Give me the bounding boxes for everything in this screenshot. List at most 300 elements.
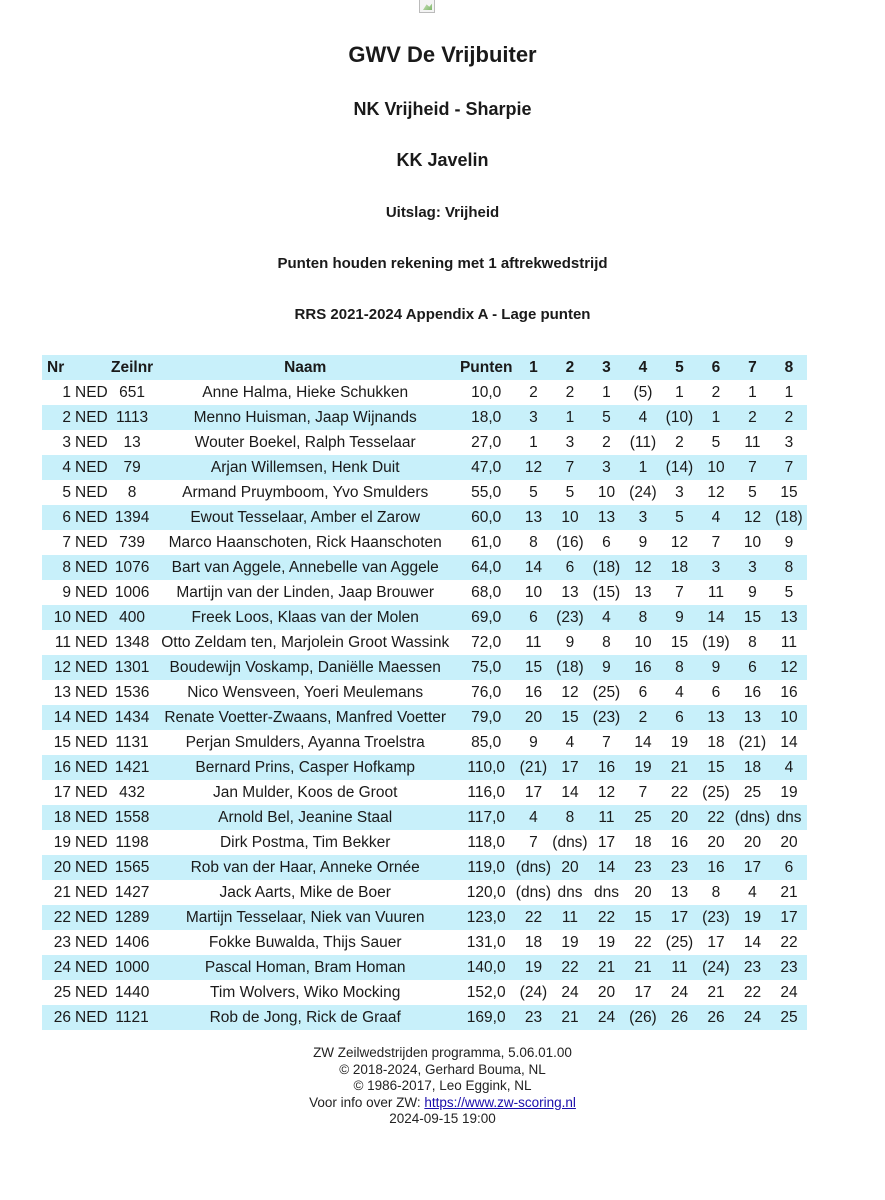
race-2-cell: 15 [561,709,579,726]
race-5-cell: (10) [665,409,694,426]
race-7-cell: 22 [743,984,762,1001]
sail-number-cell: 1558 [114,809,150,826]
race-4-cell: 9 [638,534,648,551]
race-2-cell: 13 [561,584,579,601]
race-3-cell: 3 [602,459,611,476]
sail-number-cell: 1198 [115,834,149,851]
column-header-race-8: 8 [784,359,794,376]
race-2-cell: 22 [561,959,579,976]
race-5-cell: 17 [670,909,689,926]
crew-name-cell: Perjan Smulders, Ayanna Troelstra [185,734,425,751]
result-label: Uitslag: Vrijheid [385,204,500,221]
race-4-cell: 13 [634,584,652,601]
race-7-cell: (21) [738,734,767,751]
rank-cell: 26 [53,1009,71,1026]
rank-cell: 14 [53,709,71,726]
race-6-cell: 26 [707,1009,725,1026]
race-1-cell: 6 [529,609,538,626]
race-5-cell: 8 [675,659,684,676]
rank-cell: 23 [53,934,71,951]
points-cell: 117,0 [467,809,506,826]
race-4-cell: 10 [634,634,652,651]
nationality-cell: NED [75,509,108,526]
crew-name-cell: Marco Haanschoten, Rick Haanschoten [168,534,442,551]
race-6-cell: 14 [707,609,725,626]
crew-name-cell: Ewout Tesselaar, Amber el Zarow [190,509,421,526]
race-6-cell: 22 [707,809,725,826]
sail-number-cell: 1121 [115,1009,149,1026]
race-6-cell: 17 [707,934,725,951]
race-5-cell: 9 [675,609,684,626]
race-5-cell: 24 [670,984,689,1001]
race-8-cell: 17 [780,909,798,926]
race-6-cell: (25) [702,784,730,801]
table-row [42,855,807,880]
points-cell: 123,0 [466,909,506,926]
points-cell: 118,0 [467,834,506,851]
table-row [42,580,807,605]
rank-cell: 3 [62,434,71,451]
race-1-cell: 3 [529,409,538,426]
race-6-cell: 16 [707,859,725,876]
table-row [42,880,807,905]
crew-name-cell: Nico Wensveen, Yoeri Meulemans [187,684,424,701]
sail-number-cell: 1000 [114,959,150,976]
race-5-cell: 11 [671,959,688,976]
race-3-cell: 11 [598,809,615,826]
race-1-cell: 11 [525,634,542,651]
race-7-cell: 3 [748,559,757,576]
race-2-cell: 7 [565,459,575,476]
race-5-cell: 16 [670,834,689,851]
race-6-cell: 6 [711,684,721,701]
race-6-cell: 10 [707,459,725,476]
race-7-cell: 11 [744,434,761,451]
table-row [42,805,807,830]
column-header-race-4: 4 [638,359,648,376]
sail-number-cell: 1113 [116,409,149,426]
table-row [42,505,807,530]
race-committee: KK Javelin [396,150,489,170]
race-1-cell: 2 [529,384,538,401]
race-6-cell: 9 [711,659,721,676]
nationality-cell: NED [75,784,108,801]
race-1-cell: (21) [519,759,548,776]
race-3-cell: 10 [597,484,616,501]
race-4-cell: 21 [634,959,652,976]
race-5-cell: 26 [670,1009,689,1026]
race-3-cell: 20 [597,984,616,1001]
crew-name-cell: Rob de Jong, Rick de Graaf [209,1009,401,1026]
race-3-cell: 12 [597,784,616,801]
column-header-race-2: 2 [565,359,575,376]
race-2-cell: 12 [561,684,579,701]
rank-cell: 7 [62,534,71,551]
race-8-cell: 8 [784,559,794,576]
race-6-cell: 18 [707,734,725,751]
race-8-cell: (18) [775,509,803,526]
broken-image-icon [419,0,443,12]
race-6-cell: 15 [707,759,725,776]
nationality-cell: NED [75,1009,108,1026]
rank-cell: 18 [53,809,71,826]
table-row [42,630,807,655]
crew-name-cell: Martijn van der Linden, Jaap Brouwer [176,584,435,601]
race-7-cell: 23 [743,959,762,976]
rank-cell: 15 [53,734,71,751]
nationality-cell: NED [75,659,108,676]
crew-name-cell: Jan Mulder, Koos de Groot [213,784,398,801]
points-cell: 47,0 [471,459,502,476]
crew-name-cell: Menno Huisman, Jaap Wijnands [193,409,417,426]
race-7-cell: 8 [748,634,757,651]
crew-name-cell: Rob van der Haar, Anneke Ornée [190,859,420,876]
nationality-cell: NED [75,459,108,476]
race-5-cell: 6 [675,709,684,726]
race-2-cell: 17 [561,759,579,776]
race-7-cell: 6 [748,659,757,676]
race-7-cell: 5 [748,484,757,501]
column-header-zeilnr: Zeilnr [111,359,154,376]
race-1-cell: 18 [524,934,543,951]
race-1-cell: 5 [529,484,538,501]
column-header-race-5: 5 [675,359,684,376]
race-4-cell: 8 [638,609,648,626]
race-2-cell: 10 [561,509,579,526]
race-8-cell: 1 [784,384,794,401]
crew-name-cell: Wouter Boekel, Ralph Tesselaar [194,434,416,451]
rank-cell: 1 [62,384,71,401]
race-3-cell: (23) [592,709,621,726]
footer-info-label: Voor info over ZW: [309,1094,425,1110]
table-row [42,480,807,505]
race-5-cell: 18 [670,559,689,576]
race-1-cell: 22 [524,909,543,926]
nationality-cell: NED [75,734,108,751]
race-4-cell: 18 [634,834,652,851]
points-cell: 69,0 [471,609,502,626]
table-row [42,530,807,555]
race-2-cell: dns [557,884,583,901]
crew-name-cell: Fokke Buwalda, Thijs Sauer [208,934,402,951]
sail-number-cell: 1076 [114,559,150,576]
race-4-cell: 17 [634,984,652,1001]
nationality-cell: NED [75,684,108,701]
race-7-cell: 1 [748,384,757,401]
sail-number-cell: 1394 [114,509,150,526]
sail-number-cell: 1421 [114,759,150,776]
footer-copyright-1: © 2018-2024, Gerhard Bouma, NL [339,1061,546,1077]
column-header-nr: Nr [47,359,65,376]
race-5-cell: 20 [670,809,689,826]
race-1-cell: 14 [524,559,543,576]
points-cell: 120,0 [466,884,506,901]
points-cell: 140,0 [466,959,506,976]
race-2-cell: 8 [565,809,575,826]
race-2-cell: (dns) [552,834,588,851]
race-7-cell: 2 [748,409,757,426]
race-4-cell: (5) [633,384,653,401]
sail-number-cell: 1565 [114,859,150,876]
race-1-cell: 7 [529,834,538,851]
column-header-race-3: 3 [602,359,611,376]
race-5-cell: 15 [670,634,689,651]
table-header-row [42,355,807,380]
sail-number-cell: 1301 [114,659,150,676]
race-3-cell: 4 [602,609,611,626]
table-row [42,930,807,955]
crew-name-cell: Bart van Aggele, Annebelle van Aggele [171,559,439,576]
points-cell: 131,0 [466,934,506,951]
crew-name-cell: Otto Zeldam ten, Marjolein Groot Wassink [161,634,450,651]
race-1-cell: 15 [524,659,543,676]
race-1-cell: 23 [524,1009,543,1026]
rank-cell: 19 [53,834,71,851]
race-6-cell: 13 [707,709,725,726]
race-8-cell: 25 [780,1009,798,1026]
points-cell: 60,0 [471,509,502,526]
race-5-cell: (14) [665,459,694,476]
race-6-cell: 7 [711,534,721,551]
points-cell: 169,0 [466,1009,506,1026]
crew-name-cell: Dirk Postma, Tim Bekker [219,834,391,851]
race-8-cell: 13 [780,609,798,626]
race-4-cell: 1 [638,459,648,476]
event-title: NK Vrijheid - Sharpie [353,99,532,119]
column-header-race-6: 6 [711,359,721,376]
rank-cell: 22 [53,909,71,926]
table-row [42,680,807,705]
race-7-cell: 10 [743,534,762,551]
race-4-cell: 22 [634,934,652,951]
table-row [42,905,807,930]
column-header-nat-spacer [75,355,111,380]
points-cell: 10,0 [471,384,502,401]
race-3-cell: 1 [602,384,611,401]
race-1-cell: 4 [529,809,538,826]
race-7-cell: (dns) [734,809,771,826]
race-3-cell: 5 [602,409,611,426]
race-8-cell: 9 [784,534,794,551]
race-3-cell: 14 [597,859,616,876]
race-5-cell: 12 [670,534,689,551]
race-8-cell: 6 [784,859,794,876]
discard-note: Punten houden rekening met 1 aftrekwedstrijd [277,255,608,272]
race-3-cell: 7 [602,734,611,751]
race-7-cell: 7 [748,459,757,476]
points-cell: 72,0 [471,634,502,651]
race-6-cell: 8 [711,884,721,901]
race-1-cell: 8 [529,534,538,551]
rank-cell: 21 [53,884,71,901]
table-row [42,705,807,730]
points-cell: 68,0 [471,584,502,601]
points-cell: 55,0 [471,484,502,501]
race-4-cell: 3 [638,509,648,526]
rank-cell: 10 [53,609,71,626]
rank-cell: 12 [53,659,71,676]
nationality-cell: NED [75,909,108,926]
race-1-cell: (24) [519,984,548,1001]
race-8-cell: 4 [784,759,794,776]
race-1-cell: 12 [524,459,543,476]
rank-cell: 25 [53,984,71,1001]
race-5-cell: 5 [675,509,684,526]
race-8-cell: dns [776,809,802,826]
race-6-cell: (19) [702,634,730,651]
race-4-cell: 16 [634,659,652,676]
race-8-cell: 11 [780,634,797,651]
race-4-cell: 25 [634,809,652,826]
nationality-cell: NED [75,884,108,901]
race-7-cell: 20 [743,834,762,851]
table-row [42,605,807,630]
sail-number-cell: 1434 [114,709,150,726]
sail-number-cell: 1131 [115,734,149,751]
points-cell: 85,0 [471,734,502,751]
footer-copyright-2: © 1986-2017, Leo Eggink, NL [353,1078,532,1093]
sail-number-cell: 651 [119,384,146,401]
race-4-cell: (26) [629,1009,657,1026]
nationality-cell: NED [75,859,108,876]
nationality-cell: NED [75,834,108,851]
nationality-cell: NED [75,934,108,951]
race-2-cell: 4 [565,734,575,751]
race-7-cell: 9 [748,584,757,601]
table-row [42,380,807,405]
crew-name-cell: Arjan Willemsen, Henk Duit [210,459,400,476]
sail-number-cell: 1406 [114,934,150,951]
sail-number-cell: 1289 [114,909,150,926]
sail-number-cell: 1536 [114,684,150,701]
points-cell: 18,0 [471,409,502,426]
rank-cell: 8 [62,559,71,576]
race-7-cell: 16 [743,684,762,701]
points-cell: 110,0 [467,759,506,776]
crew-name-cell: Jack Aarts, Mike de Boer [219,884,391,901]
race-2-cell: 1 [565,409,575,426]
crew-name-cell: Martijn Tesselaar, Niek van Vuuren [185,909,425,926]
points-cell: 79,0 [471,709,502,726]
sail-number-cell: 1427 [114,884,150,901]
race-3-cell: (25) [592,684,621,701]
race-3-cell: 19 [597,934,616,951]
nationality-cell: NED [75,484,108,501]
rank-cell: 17 [53,784,71,801]
zw-scoring-link[interactable]: https://www.zw-scoring.nl [424,1094,576,1110]
race-2-cell: 20 [561,859,579,876]
race-5-cell: 1 [675,384,684,401]
nationality-cell: NED [75,409,108,426]
points-cell: 61,0 [471,534,502,551]
race-2-cell: 6 [565,559,575,576]
race-3-cell: (18) [592,559,621,576]
race-8-cell: 24 [780,984,798,1001]
race-2-cell: 19 [561,934,579,951]
race-8-cell: 23 [780,959,798,976]
race-6-cell: 2 [711,384,721,401]
nationality-cell: NED [75,584,108,601]
race-5-cell: (25) [665,934,694,951]
race-1-cell: 17 [524,784,543,801]
footer-info-line [0,1095,885,1112]
race-4-cell: 23 [634,859,652,876]
race-4-cell: 4 [638,409,648,426]
race-5-cell: 22 [670,784,689,801]
race-8-cell: 22 [780,934,798,951]
sail-number-cell: 1006 [114,584,150,601]
race-7-cell: 15 [743,609,762,626]
race-2-cell: 11 [561,909,578,926]
points-cell: 27,0 [471,434,502,451]
race-8-cell: 16 [780,684,798,701]
race-7-cell: 17 [743,859,762,876]
race-4-cell: (24) [629,484,657,501]
race-2-cell: 9 [565,634,575,651]
footer-timestamp: 2024-09-15 19:00 [389,1111,496,1126]
crew-name-cell: Renate Voetter-Zwaans, Manfred Voetter [164,709,447,726]
sail-number-cell: 739 [119,534,146,551]
rank-cell: 9 [62,584,71,601]
race-2-cell: (23) [556,609,584,626]
race-2-cell: 24 [561,984,579,1001]
race-7-cell: 19 [743,909,762,926]
race-4-cell: 6 [638,684,648,701]
table-row [42,430,807,455]
table-row [42,830,807,855]
race-1-cell: 10 [524,584,543,601]
crew-name-cell: Armand Pruymboom, Yvo Smulders [182,484,429,501]
sail-number-cell: 400 [119,609,146,626]
nationality-cell: NED [75,984,108,1001]
race-8-cell: 19 [780,784,798,801]
race-3-cell: 2 [602,434,611,451]
points-cell: 64,0 [471,559,502,576]
race-6-cell: 12 [707,484,725,501]
table-row [42,555,807,580]
race-4-cell: 15 [634,909,652,926]
race-1-cell: 16 [524,684,543,701]
table-row [42,1005,807,1030]
race-3-cell: 16 [597,759,616,776]
race-6-cell: 4 [711,509,721,526]
table-row [42,730,807,755]
race-7-cell: 14 [743,934,762,951]
race-4-cell: 19 [634,759,652,776]
race-8-cell: 3 [784,434,794,451]
race-8-cell: 12 [780,659,798,676]
race-8-cell: 21 [780,884,798,901]
race-8-cell: 10 [780,709,798,726]
race-7-cell: 25 [743,784,762,801]
crew-name-cell: Tim Wolvers, Wiko Mocking [210,984,401,1001]
rank-cell: 2 [62,409,71,426]
race-4-cell: 14 [634,734,652,751]
race-4-cell: 20 [634,884,652,901]
race-7-cell: 13 [743,709,762,726]
race-3-cell: (15) [592,584,621,601]
nationality-cell: NED [75,809,108,826]
sail-number-cell: 8 [127,484,137,501]
race-5-cell: 7 [675,584,684,601]
race-4-cell: (11) [629,434,657,451]
table-row [42,980,807,1005]
scoring-system: RRS 2021-2024 Appendix A - Lage punten [294,306,591,323]
race-3-cell: 13 [597,509,616,526]
race-3-cell: 24 [597,1009,616,1026]
rank-cell: 16 [53,759,71,776]
race-1-cell: (dns) [515,884,552,901]
